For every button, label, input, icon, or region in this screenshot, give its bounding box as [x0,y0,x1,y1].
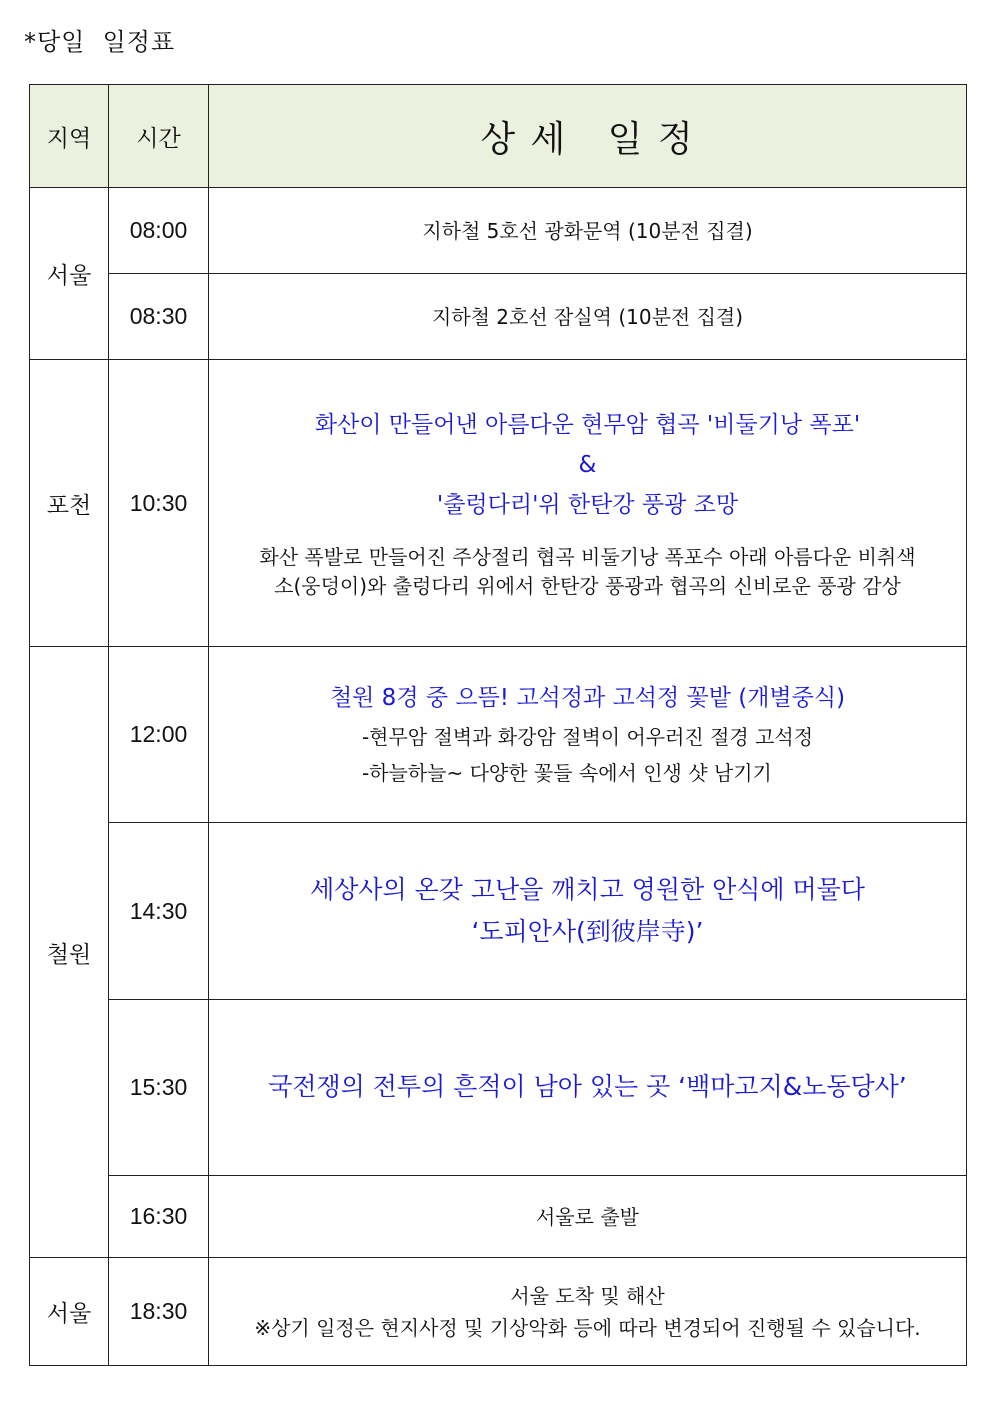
region-cell-cheorwon: 철원 [30,647,109,1258]
time-cell: 14:30 [109,823,209,1000]
table-row [30,188,967,274]
bullet-line: -현무암 절벽과 화강암 절벽이 어우러진 절경 고석정 [361,724,814,749]
detail-cell: 서울로 출발 [209,1176,967,1258]
schedule-table [29,84,967,1366]
header-detail: 상 세 일 정 [209,85,967,188]
time-cell: 08:00 [109,188,209,274]
highlight-line: 국전쟁의 전투의 흔적이 남아 있는 곳 ‘백마고지&노동당사’ [268,1072,907,1102]
description-line: 화산 폭발로 만들어진 주상절리 협곡 비둘기낭 폭포수 아래 아름다운 비취색 [259,545,916,570]
header-time: 시간 [109,85,209,188]
detail-line: 서울 도착 및 해산 [510,1283,665,1308]
bullet-line: -하늘하늘~ 다양한 꽃들 속에서 인생 샷 남기기 [361,760,772,785]
highlight-line: 화산이 만들어낸 아름다운 현무암 협곡 '비둘기낭 폭포' [314,411,861,438]
time-cell: 08:30 [109,274,209,360]
table-row [30,274,967,360]
region-cell-seoul: 서울 [30,188,109,360]
time-cell: 10:30 [109,360,209,647]
detail-cell [209,647,967,823]
detail-cell [209,823,967,1000]
description-line: 소(웅덩이)와 출렁다리 위에서 한탄강 풍광과 협곡의 신비로운 풍광 감상 [274,574,901,599]
detail-cell [209,360,967,647]
header-region: 지역 [30,85,109,188]
detail-cell: 지하철 2호선 잠실역 (10분전 집결) [209,274,967,360]
notice-line: ※상기 일정은 현지사정 및 기상악화 등에 따라 변경되어 진행될 수 있습니다. [254,1315,921,1340]
detail-cell: 지하철 5호선 광화문역 (10분전 집결) [209,188,967,274]
table-row [30,1176,967,1258]
table-row [30,360,967,647]
detail-cell [209,1000,967,1176]
highlight-ampersand: & [578,451,597,478]
region-cell-pocheon: 포천 [30,360,109,647]
table-row [30,1258,967,1366]
time-cell: 18:30 [109,1258,209,1366]
table-row [30,1000,967,1176]
table-row [30,647,967,823]
time-cell: 16:30 [109,1176,209,1258]
time-cell: 12:00 [109,647,209,823]
table-header-row [30,85,967,188]
highlight-line: '출렁다리'위 한탄강 풍광 조망 [436,492,739,519]
region-cell-seoul: 서울 [30,1258,109,1366]
highlight-line: 철원 8경 중 으뜸! 고석정과 고석정 꽃밭 (개별중식) [329,685,846,712]
time-cell: 15:30 [109,1000,209,1176]
highlight-line: 세상사의 온갖 고난을 깨치고 영원한 안식에 머물다 [310,874,865,904]
table-row [30,823,967,1000]
detail-cell [209,1258,967,1366]
document-title: *당일 일정표 [24,28,176,56]
highlight-line: ‘도피안사(到彼岸寺)’ [471,917,704,946]
